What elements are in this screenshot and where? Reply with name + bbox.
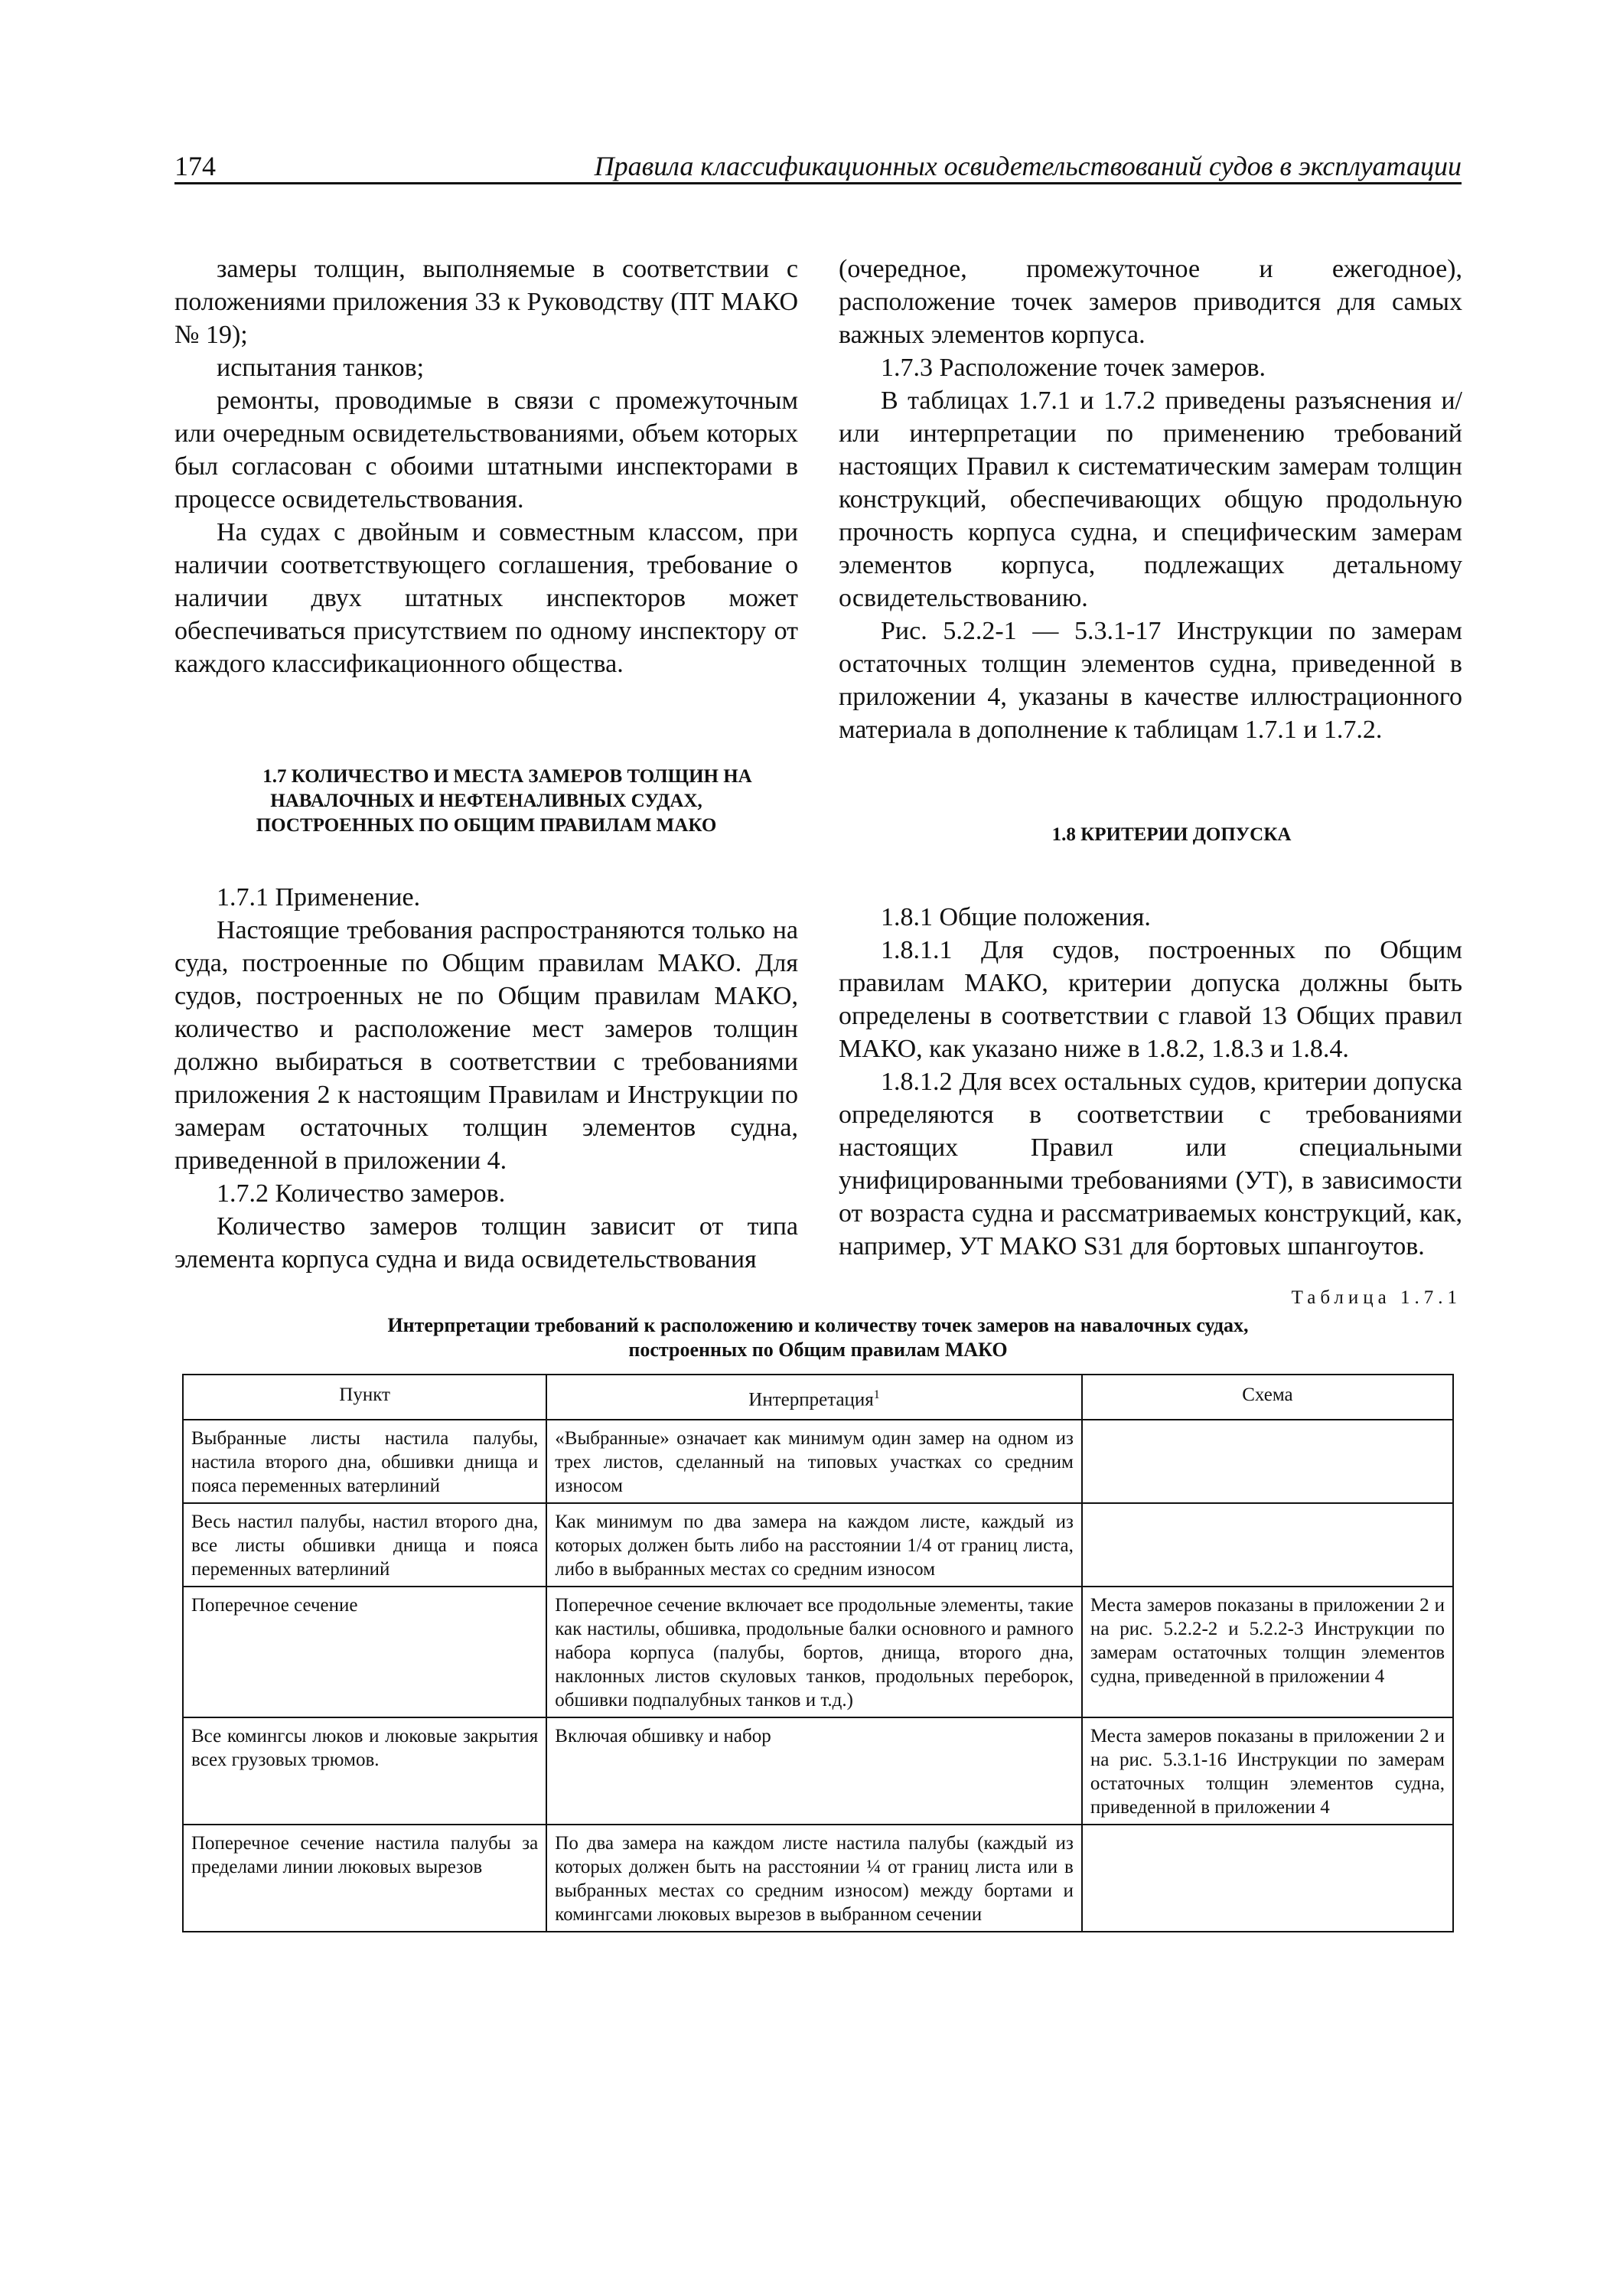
table-cell (1082, 1503, 1453, 1587)
table-title-line: построенных по Общим правилам МАКО (628, 1339, 1008, 1361)
table-title (174, 1313, 1462, 1362)
section-heading-1-7: 1.7 КОЛИЧЕСТВО И МЕСТА ЗАМЕРОВ ТОЛЩИН НА НАВАЛОЧНЫХ И НЕФТЕНАЛИВНЫХ СУДАХ, ПОСТРОЕННЫХ ПО ОБЩИМ ПРАВИЛАМ МАКО (256, 766, 752, 836)
table-cell: «Выбранные» означает как минимум один замер на одном из трех листов, сделанный на типовых участках со средним износом (546, 1420, 1082, 1503)
table-header-row (183, 1375, 1453, 1420)
right-column (839, 253, 1462, 1263)
table-row (183, 1825, 1453, 1932)
paragraph: 1.8.1.2 Для всех остальных судов, критерии допуска определяются в соответствии с требованиями настоящих Правил или специальными унифицированными требованиями (УТ), в зависимости от возраста судна и рассматриваемых конструкций, как, например, УТ МАКО S31 для бортовых шпангоутов. (839, 1068, 1462, 1261)
paragraph: (очередное, промежуточное и ежегодное), расположение точек замеров приводится для самых важных элементов корпуса. (839, 255, 1462, 349)
column-header-interpretation: Интерпретация$^1$ (546, 1375, 1082, 1420)
interpretation-table (182, 1374, 1454, 1932)
table-title-line: Интерпретации требований к расположению и количеству точек замеров на навалочных судах, (387, 1314, 1249, 1336)
table-cell (1082, 1420, 1453, 1503)
left-column (174, 253, 798, 1276)
section-heading-1-8: 1.8 КРИТЕРИИ ДОПУСКА (1051, 824, 1292, 845)
table-cell: Все комингсы люков и люковые закрытия всех грузовых трюмов. (183, 1717, 546, 1825)
table-row (183, 1420, 1453, 1503)
paragraph: Количество замеров толщин зависит от типа элемента корпуса судна и вида освидетельствования (174, 1212, 798, 1274)
footnote-marker: 1 (873, 1388, 880, 1401)
table-cell: По два замера на каждом листе настила палубы (каждый из которых должен быть на расстоянии ¼ от границ листа или в выбранных местах со средним износом) между бортами и комингсами люковых вырезов в выбранном сечении (546, 1825, 1082, 1932)
subsection-heading: 1.7.1 Применение. (217, 883, 421, 912)
table-cell: Выбранные листы настила палубы, настила второго дна, обшивки днища и пояса переменных ватерлиний (183, 1420, 546, 1503)
paragraph: Настоящие требования распространяются только на суда, построенные по Общим правилам МАКО. Для судов, построенных не по Общим правилам МАКО, количество и расположение мест замеров толщин должно выбираться в соответствии с требованиями приложения 2 к настоящим Правилам и Инструкции по замерам остаточных толщин элементов судна, приведенной в приложении 4. (174, 916, 798, 1175)
table-row (183, 1503, 1453, 1587)
page-number: 174 (174, 151, 216, 181)
table-caption: Таблица 1.7.1 (1291, 1287, 1462, 1308)
table-cell: Места замеров показаны в приложении 2 и на рис. 5.2.2-2 и 5.2.2-3 Инструкции по замерам остаточных толщин элементов судна, приведенной в приложении 4 (1082, 1587, 1453, 1717)
paragraph: испытания танков; (217, 354, 425, 382)
subsection-heading: 1.8.1 Общие положения. (881, 903, 1151, 931)
page-header (174, 150, 1462, 184)
paragraph: 1.8.1.1 Для судов, построенных по Общим правилам МАКО, критерии допуска должны быть определены в соответствии с главой 13 Общих правил МАКО, как указано ниже в 1.8.2, 1.8.3 и 1.8.4. (839, 936, 1462, 1063)
table-cell: Поперечное сечение включает все продольные элементы, такие как настилы, обшивка, продольные балки основного и рамного набора корпуса (палубы, бортов, днища, второго дна, наклонных листов скуловых танков, продольных переборок, обшивки подпалубных танков и т.д.) (546, 1587, 1082, 1717)
table-cell: Поперечное сечение (183, 1587, 546, 1717)
paragraph: ремонты, проводимые в связи с промежуточным или очередным освидетельствованиями, объем которых был согласован с обоими штатными инспекторами в процессе освидетельствования. (174, 386, 798, 514)
table-cell: Места замеров показаны в приложении 2 и на рис. 5.3.1-16 Инструкции по замерам остаточных толщин элементов судна, приведенной в приложении 4 (1082, 1717, 1453, 1825)
table-cell: Включая обшивку и набор (546, 1717, 1082, 1825)
column-header-scheme: Схема (1082, 1375, 1453, 1420)
subsection-heading: 1.7.2 Количество замеров. (217, 1179, 506, 1208)
column-header-item: Пункт (183, 1375, 546, 1420)
paragraph: В таблицах 1.7.1 и 1.7.2 приведены разъяснения и/или интерпретации по применению требований настоящих Правил к систематическим замерам толщин конструкций, обеспечивающих общую продольную прочность корпуса судна, и специфическим замерам элементов корпуса, подлежащих детальному освидетельствованию. (839, 386, 1462, 612)
table-cell: Весь настил палубы, настил второго дна, все листы обшивки днища и пояса переменных ватерлиний (183, 1503, 546, 1587)
table-row (183, 1587, 1453, 1717)
paragraph: Рис. 5.2.2-1 — 5.3.1-17 Инструкции по замерам остаточных толщин элементов судна, приведенной в приложении 4, указаны в качестве иллюстрационного материала в дополнение к таблицам 1.7.1 и 1.7.2. (839, 617, 1462, 744)
paragraph: замеры толщин, выполняемые в соответствии с положениями приложения 33 к Руководству (ПТ МАКО № 19); (174, 255, 798, 349)
subsection-heading: 1.7.3 Расположение точек замеров. (881, 354, 1266, 382)
table-cell: Поперечное сечение настила палубы за пределами линии люковых вырезов (183, 1825, 546, 1932)
table-cell: Как минимум по два замера на каждом листе, каждый из которых должен быть либо на расстоянии 1/4 от границ листа, либо в выбранных местах со средним износом (546, 1503, 1082, 1587)
table-cell (1082, 1825, 1453, 1932)
running-title: Правила классификационных освидетельствований судов в эксплуатации (594, 151, 1462, 181)
table-row (183, 1717, 1453, 1825)
paragraph: На судах с двойным и совместным классом, при наличии соответствующего соглашения, требование о наличии двух штатных инспекторов может обеспечиваться присутствием по одному инспектору от каждого классификационного общества. (174, 518, 798, 678)
